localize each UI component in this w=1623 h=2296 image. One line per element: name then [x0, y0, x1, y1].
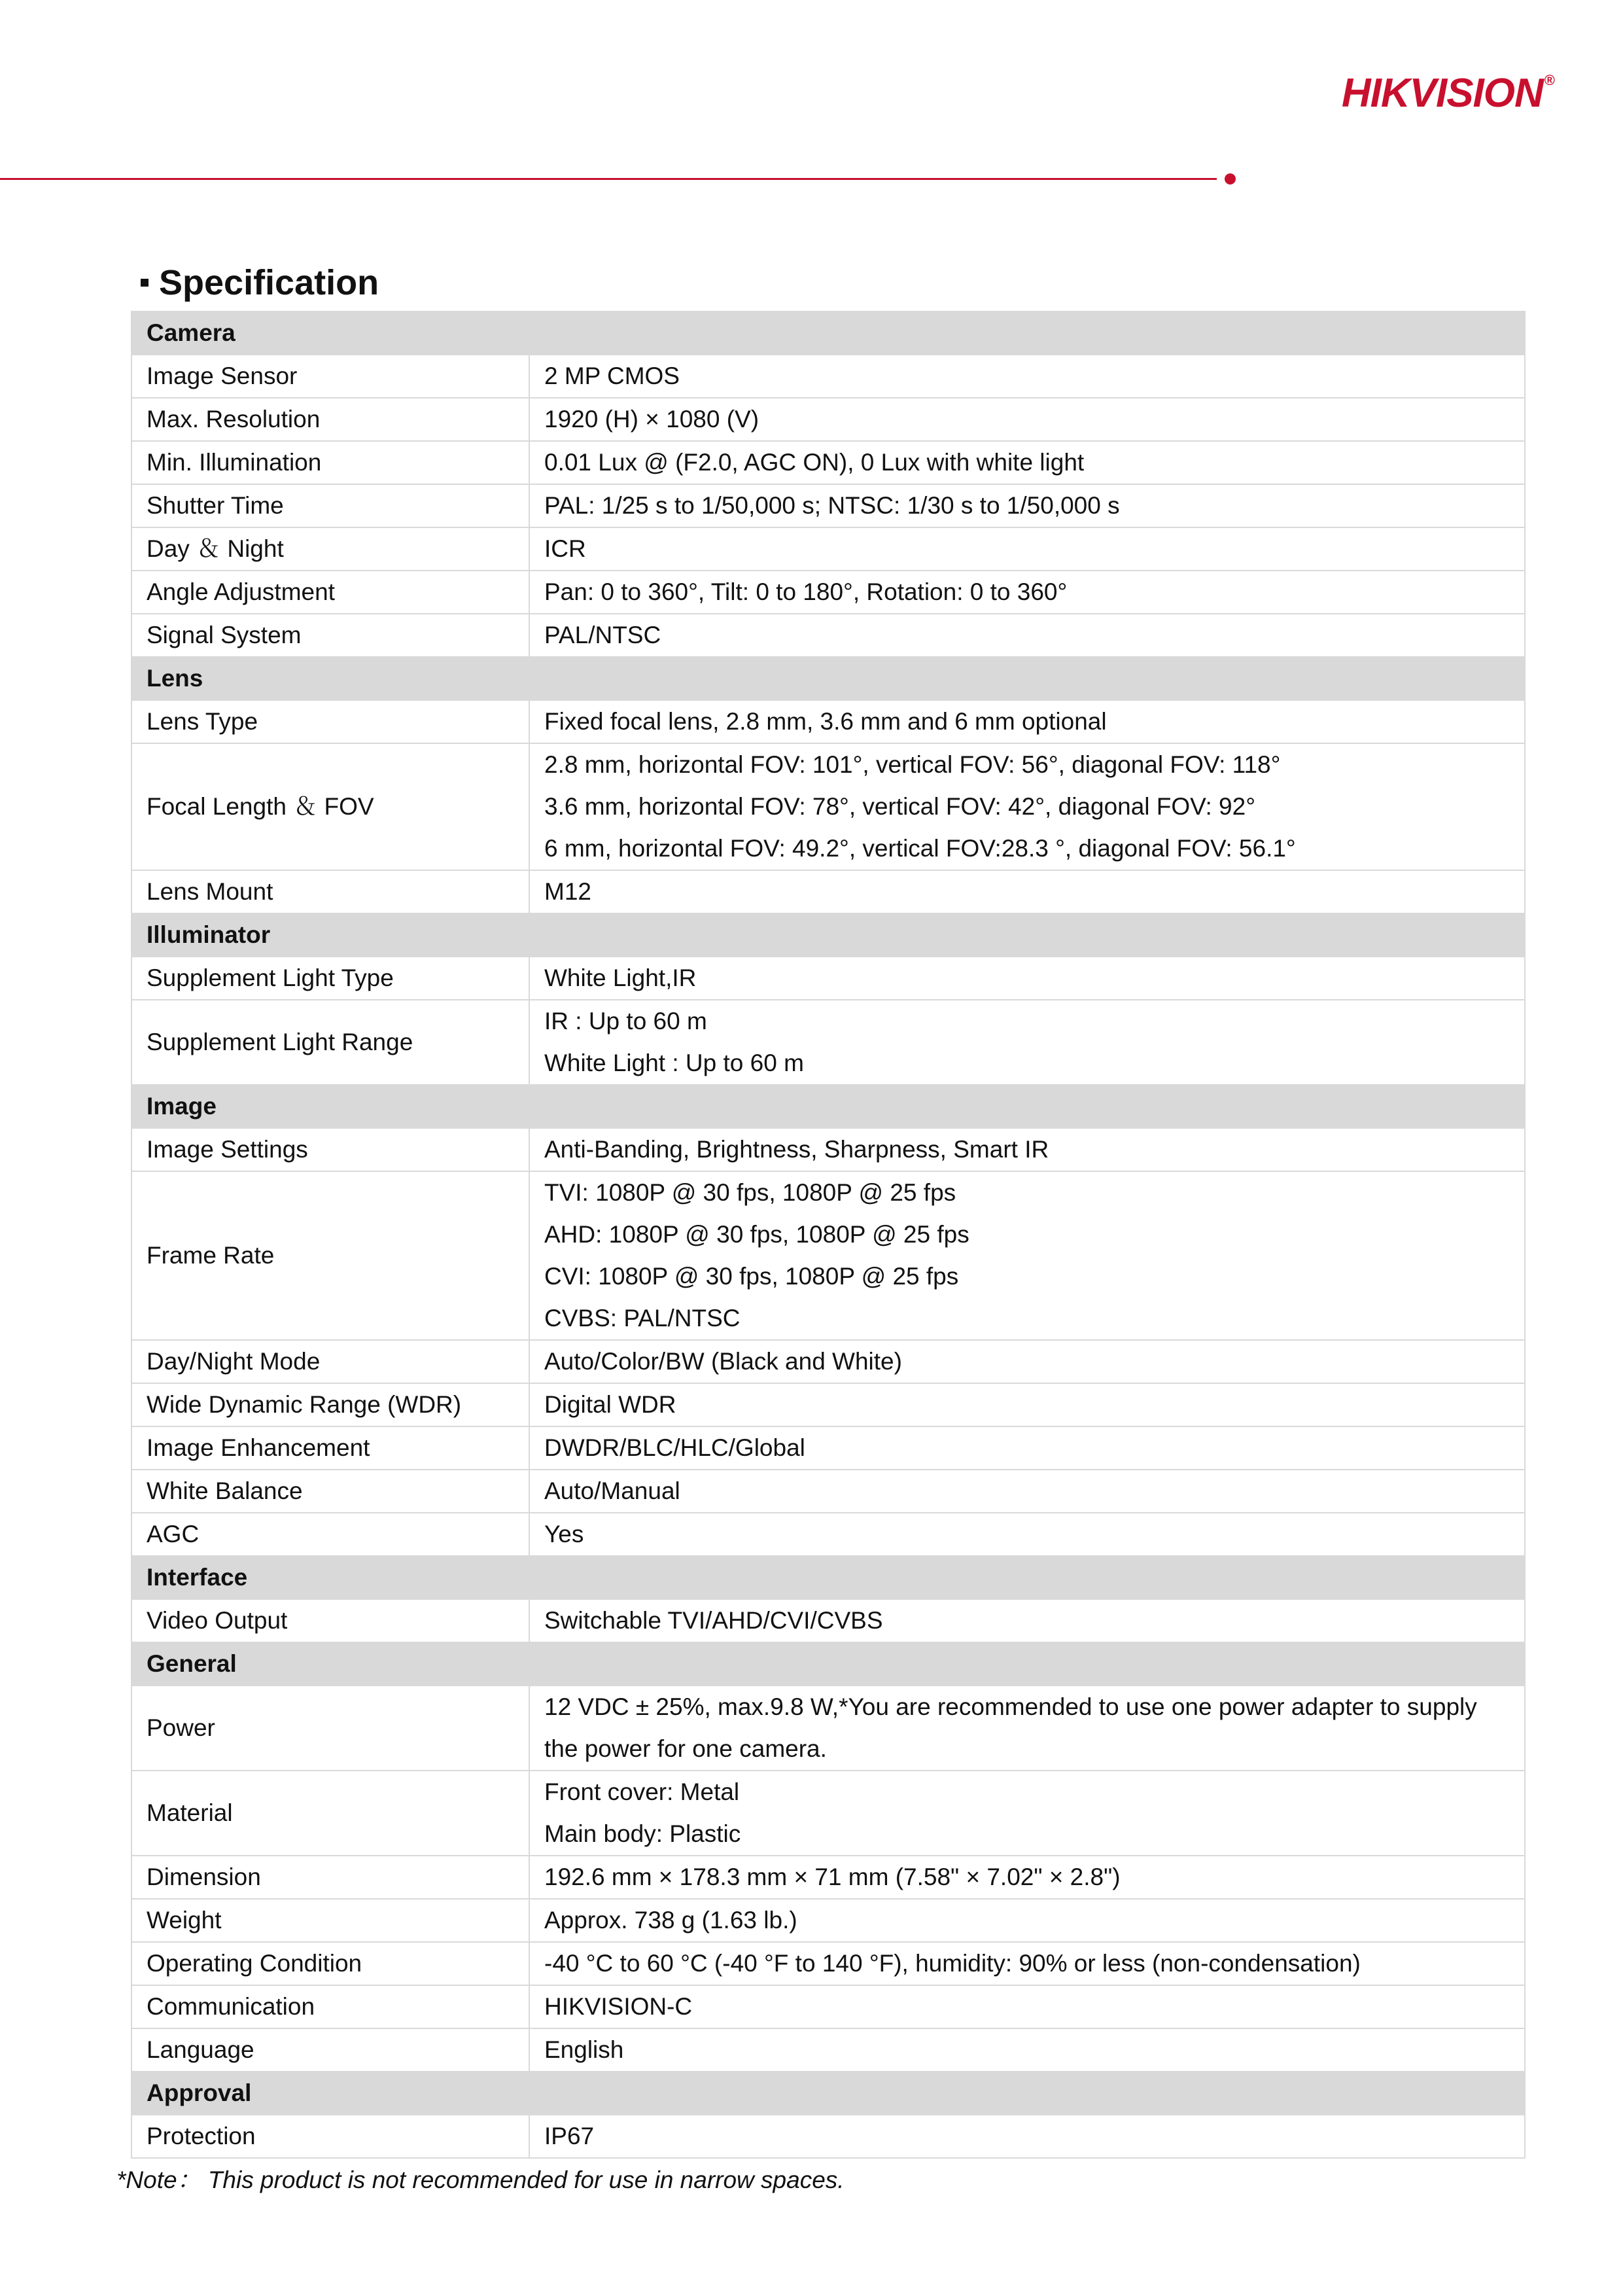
spec-value	[529, 1000, 1525, 1085]
spec-value	[529, 1771, 1525, 1856]
spec-label: Protection	[131, 2115, 529, 2158]
spec-group-title: Approval	[131, 2072, 1525, 2115]
registered-mark: ®	[1544, 72, 1554, 88]
spec-value	[529, 571, 1525, 614]
spec-value-line: PAL/NTSC	[544, 622, 661, 648]
spec-label: Frame Rate	[131, 1171, 529, 1340]
spec-value-line: PAL: 1/25 s to 1/50,000 s; NTSC: 1/30 s to 1/50,000 s	[544, 492, 1120, 519]
spec-label: Video Output	[131, 1599, 529, 1642]
spec-table	[131, 311, 1526, 2159]
spec-value-line: Anti-Banding, Brightness, Sharpness, Smart IR	[544, 1136, 1049, 1163]
spec-value-line: the power for one camera.	[544, 1735, 827, 1762]
spec-value	[529, 484, 1525, 527]
spec-value-line: M12	[544, 878, 591, 905]
spec-value	[529, 1985, 1525, 2028]
section-title-text: Specification	[159, 263, 379, 302]
spec-group-header	[131, 657, 1525, 700]
spec-label: Signal System	[131, 614, 529, 657]
spec-label: Weight	[131, 1899, 529, 1942]
spec-value-line: White Light : Up to 60 m	[544, 1050, 804, 1076]
spec-value	[529, 355, 1525, 398]
spec-value	[529, 1340, 1525, 1383]
spec-value-line: 2 MP CMOS	[544, 362, 680, 389]
spec-row	[131, 1771, 1525, 1856]
spec-label: Min. Illumination	[131, 441, 529, 484]
spec-label: Image Enhancement	[131, 1426, 529, 1470]
spec-row	[131, 1128, 1525, 1171]
spec-value-line: 0.01 Lux @ (F2.0, AGC ON), 0 Lux with white light	[544, 449, 1085, 476]
section-title	[141, 265, 379, 300]
spec-group-title: General	[131, 1642, 1525, 1686]
spec-value	[529, 1128, 1525, 1171]
spec-value	[529, 1856, 1525, 1899]
spec-label: Communication	[131, 1985, 529, 2028]
spec-value-line: 1920 (H) × 1080 (V)	[544, 406, 759, 433]
spec-group-header	[131, 913, 1525, 957]
spec-label: Supplement Light Type	[131, 957, 529, 1000]
spec-label: Shutter Time	[131, 484, 529, 527]
spec-label: Lens Type	[131, 700, 529, 743]
spec-label: Focal Length ＆ FOV	[131, 743, 529, 870]
spec-row	[131, 1171, 1525, 1340]
spec-row	[131, 743, 1525, 870]
spec-label: Day/Night Mode	[131, 1340, 529, 1383]
spec-row	[131, 2028, 1525, 2072]
spec-group-header	[131, 1556, 1525, 1599]
hikvision-logo	[1342, 73, 1554, 114]
spec-row	[131, 484, 1525, 527]
spec-label: Supplement Light Range	[131, 1000, 529, 1085]
spec-label: Wide Dynamic Range (WDR)	[131, 1383, 529, 1426]
spec-value	[529, 870, 1525, 913]
spec-row	[131, 614, 1525, 657]
spec-value-line: 192.6 mm × 178.3 mm × 71 mm (7.58" × 7.02" × 2.8")	[544, 1863, 1121, 1890]
spec-label: Dimension	[131, 1856, 529, 1899]
spec-group-title: Interface	[131, 1556, 1525, 1599]
spec-row	[131, 1599, 1525, 1642]
spec-value-line: CVBS: PAL/NTSC	[544, 1305, 741, 1332]
spec-row	[131, 398, 1525, 441]
spec-value-line: Approx. 738 g (1.63 lb.)	[544, 1907, 797, 1934]
spec-value-line: Yes	[544, 1521, 584, 1547]
spec-label: Day ＆ Night	[131, 527, 529, 571]
spec-value-line: AHD: 1080P @ 30 fps, 1080P @ 25 fps	[544, 1221, 969, 1248]
spec-value	[529, 743, 1525, 870]
spec-row	[131, 441, 1525, 484]
spec-group-header	[131, 311, 1525, 355]
spec-value	[529, 1942, 1525, 1985]
spec-value-line: DWDR/BLC/HLC/Global	[544, 1434, 805, 1461]
spec-value	[529, 1470, 1525, 1513]
spec-row	[131, 1513, 1525, 1556]
spec-label: Max. Resolution	[131, 398, 529, 441]
spec-label: Image Sensor	[131, 355, 529, 398]
spec-label: Operating Condition	[131, 1942, 529, 1985]
spec-row	[131, 1383, 1525, 1426]
spec-group-title: Lens	[131, 657, 1525, 700]
spec-label: Language	[131, 2028, 529, 2072]
spec-value	[529, 1513, 1525, 1556]
spec-row	[131, 1856, 1525, 1899]
spec-value	[529, 2028, 1525, 2072]
spec-label: Lens Mount	[131, 870, 529, 913]
spec-value	[529, 1599, 1525, 1642]
spec-label: Angle Adjustment	[131, 571, 529, 614]
spec-value-line: HIKVISION-C	[544, 1993, 693, 2020]
spec-value	[529, 1171, 1525, 1340]
footnote: *Note： This product is not recommended for use in narrow spaces.	[116, 2166, 845, 2193]
spec-row	[131, 1340, 1525, 1383]
spec-value-line: Switchable TVI/AHD/CVI/CVBS	[544, 1607, 883, 1634]
spec-value-line: Front cover: Metal	[544, 1778, 740, 1805]
spec-value-line: Digital WDR	[544, 1391, 676, 1418]
spec-group-header	[131, 1085, 1525, 1128]
spec-label: Power	[131, 1686, 529, 1771]
spec-value-line: Fixed focal lens, 2.8 mm, 3.6 mm and 6 mm optional	[544, 708, 1107, 735]
spec-group-header	[131, 2072, 1525, 2115]
spec-value	[529, 527, 1525, 571]
spec-value	[529, 1383, 1525, 1426]
spec-table-body	[131, 311, 1525, 2158]
spec-value-line: Pan: 0 to 360°, Tilt: 0 to 180°, Rotation: 0 to 360°	[544, 578, 1068, 605]
logo-text: HIKVISION	[1341, 71, 1543, 116]
spec-value-line: CVI: 1080P @ 30 fps, 1080P @ 25 fps	[544, 1263, 959, 1290]
spec-value-line: English	[544, 2036, 624, 2063]
spec-row	[131, 2115, 1525, 2158]
square-bullet-icon	[141, 279, 148, 287]
header-rule	[0, 178, 1217, 180]
spec-value-line: ICR	[544, 535, 586, 562]
spec-value	[529, 700, 1525, 743]
spec-value	[529, 398, 1525, 441]
spec-row	[131, 1686, 1525, 1771]
spec-value	[529, 441, 1525, 484]
spec-row	[131, 1470, 1525, 1513]
spec-value	[529, 614, 1525, 657]
spec-value-line: 12 VDC ± 25%, max.9.8 W,*You are recommended to use one power adapter to supply	[544, 1693, 1477, 1720]
spec-value-line: 6 mm, horizontal FOV: 49.2°, vertical FOV:28.3 °, diagonal FOV: 56.1°	[544, 835, 1296, 862]
spec-label: Image Settings	[131, 1128, 529, 1171]
spec-value	[529, 1899, 1525, 1942]
spec-row	[131, 355, 1525, 398]
spec-row	[131, 1942, 1525, 1985]
spec-value-line: Main body: Plastic	[544, 1820, 741, 1847]
spec-value-line: TVI: 1080P @ 30 fps, 1080P @ 25 fps	[544, 1179, 956, 1206]
spec-label: Material	[131, 1771, 529, 1856]
spec-row	[131, 1899, 1525, 1942]
spec-value-line: Auto/Color/BW (Black and White)	[544, 1348, 902, 1375]
spec-value-line: 3.6 mm, horizontal FOV: 78°, vertical FOV: 42°, diagonal FOV: 92°	[544, 793, 1256, 820]
spec-value-line: -40 °C to 60 °C (-40 °F to 140 °F), humidity: 90% or less (non-condensation)	[544, 1950, 1361, 1977]
spec-row	[131, 1000, 1525, 1085]
spec-value	[529, 1686, 1525, 1771]
spec-value-line: 2.8 mm, horizontal FOV: 101°, vertical FOV: 56°, diagonal FOV: 118°	[544, 751, 1281, 778]
spec-row	[131, 957, 1525, 1000]
spec-row	[131, 571, 1525, 614]
spec-row	[131, 870, 1525, 913]
spec-row	[131, 1985, 1525, 2028]
spec-value-line: IR : Up to 60 m	[544, 1008, 707, 1034]
spec-label: AGC	[131, 1513, 529, 1556]
spec-row	[131, 700, 1525, 743]
spec-value-line: White Light,IR	[544, 964, 697, 991]
spec-value-line: IP67	[544, 2123, 595, 2149]
spec-group-header	[131, 1642, 1525, 1686]
header-dot	[1225, 173, 1236, 185]
spec-value	[529, 1426, 1525, 1470]
spec-group-title: Image	[131, 1085, 1525, 1128]
spec-group-title: Camera	[131, 311, 1525, 355]
spec-value	[529, 2115, 1525, 2158]
spec-group-title: Illuminator	[131, 913, 1525, 957]
spec-row	[131, 1426, 1525, 1470]
spec-label: White Balance	[131, 1470, 529, 1513]
spec-value	[529, 957, 1525, 1000]
spec-row	[131, 527, 1525, 571]
spec-value-line: Auto/Manual	[544, 1477, 680, 1504]
